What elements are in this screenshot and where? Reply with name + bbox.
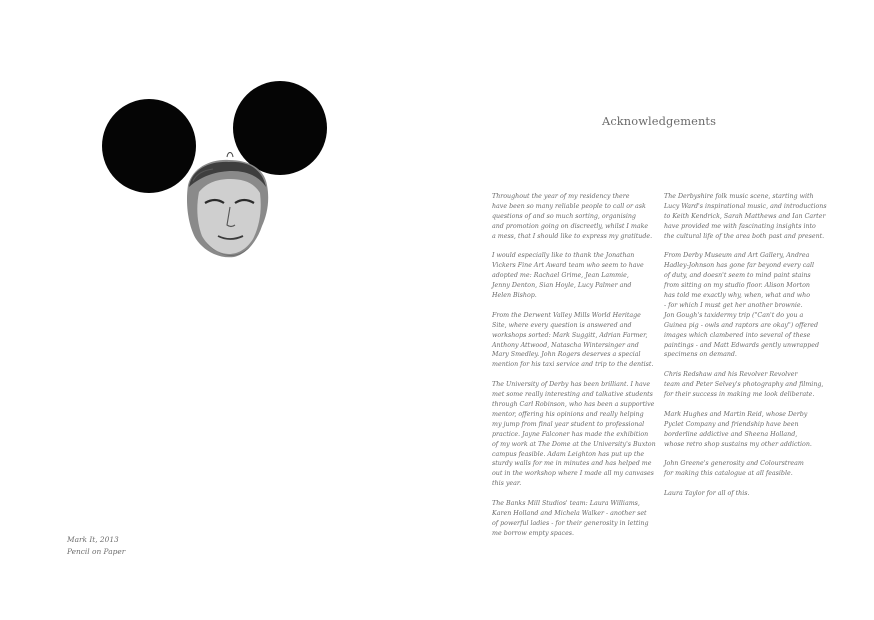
text-line: The Banks Mill Studios' team: Laura Williams, (492, 500, 640, 508)
text-line: I would especially like to thank the Jonathan (492, 252, 635, 260)
text-line: sturdy walls for me in minutes and has helped me (492, 460, 652, 468)
text-line: specimens on demand. (664, 351, 737, 359)
paragraph (664, 370, 826, 400)
text-line: Jenny Denton, Sian Hoyle, Lucy Palmer and (492, 282, 632, 290)
text-line: mention for his taxi service and trip to the dentist. (492, 361, 654, 369)
text-line: have been so many reliable people to call or ask (492, 202, 646, 210)
text-column-left (492, 192, 654, 549)
artwork-image (98, 72, 338, 267)
text-line: Site, where every question is answered and (492, 321, 632, 329)
text-line: The University of Derby has been brilliant. I have (492, 381, 651, 389)
text-line: Mary Smedley. John Rogers deserves a special (492, 351, 641, 359)
text-line: for making this catalogue at all feasible. (664, 470, 793, 478)
text-line: John Greene's generosity and Colourstream (664, 460, 804, 468)
paragraph (492, 192, 654, 242)
text-line: Anthony Attwood, Natascha Wintersinger and (492, 341, 639, 349)
text-line: my jump from final year student to professional (492, 420, 645, 428)
paragraph (492, 251, 654, 301)
caption-title: Mark It, 2013 (67, 535, 119, 544)
text-line: have provided me with fascinating insights into (664, 222, 816, 230)
text-line: through Carl Robinson, who has been a supportive (492, 400, 655, 408)
paragraph (664, 192, 826, 242)
text-line: Karen Holland and Michela Walker - another set (492, 509, 647, 517)
paragraph (664, 459, 826, 479)
text-line: met some really interesting and talkative students (492, 391, 653, 399)
text-line: questions of and so much sorting, organising (492, 212, 636, 220)
text-line: - for which I must get her another brownie. (664, 301, 803, 309)
text-line: Mark Hughes and Martin Reid, whose Derby (664, 410, 808, 418)
text-line: this year. (492, 480, 522, 488)
text-line: Throughout the year of my residency there (492, 193, 630, 200)
page-title: Acknowledgements (602, 114, 717, 128)
text-line: Chris Redshaw and his Revolver Revolver (664, 371, 798, 379)
text-line: from sitting on my studio floor. Alison Morton (664, 282, 810, 290)
text-line: a mess, that I should like to express my gratitude. (492, 232, 653, 240)
text-line: mentor, offering his opinions and really helping (492, 410, 644, 418)
text-line: borderline addictive and Sheena Holland, (664, 430, 798, 438)
text-line: to Keith Kendrick, Sarah Matthews and Ian Carter (664, 212, 826, 220)
pencil-portrait (187, 153, 268, 258)
text-line: has told me exactly why, when, what and who (664, 292, 810, 300)
text-line: Guinea pig - owls and raptors are okay") offered (664, 321, 818, 329)
text-line: Laura Taylor for all of this. (664, 490, 750, 498)
text-line: images which clambered into several of these (664, 331, 811, 339)
text-line: and promotion going on discreetly, whilst I make (492, 222, 649, 230)
paragraph (664, 251, 826, 360)
text-line: Helen Bishop. (492, 292, 537, 300)
paragraph (492, 311, 654, 370)
text-line: adopted me: Rachael Grime, Jean Lammie, (492, 272, 629, 280)
text-line: of powerful ladies - for their generosity in letting (492, 519, 649, 527)
text-line: Lucy Ward's inspirational music, and introductions (664, 202, 827, 210)
black-circle-right (233, 81, 327, 175)
text-line: for their success in making me look deliberate. (664, 391, 815, 399)
text-line: team and Peter Selvey's photography and filming, (664, 381, 824, 389)
paragraph (664, 489, 826, 499)
text-line: Jon Gough's taxidermy trip ("Can't do you a (664, 311, 804, 319)
text-line: From the Derwent Valley Mills World Heritage (492, 311, 641, 319)
text-line: paintings - and Matt Edwards gently unwrapped (664, 341, 819, 349)
black-circle-left (102, 99, 196, 193)
text-line: campus feasible. Adam Leighton has put up the (492, 450, 645, 458)
artwork-caption (67, 534, 125, 558)
text-line: of my work at The Dome at the University's Buxton (492, 440, 656, 448)
paragraph (492, 499, 654, 539)
text-line: The Derbyshire folk music scene, starting with (664, 193, 814, 200)
text-line: me borrow empty spaces. (492, 529, 575, 537)
text-line: Vickers Fine Art Award team who seem to have (492, 262, 644, 270)
paragraph (492, 380, 654, 489)
paragraph (664, 410, 826, 450)
text-column-right (664, 192, 826, 509)
text-line: whose retro shop sustains my other addiction. (664, 440, 812, 448)
text-line: workshops sorted: Mark Suggitt, Adrian Farmer, (492, 331, 648, 339)
text-line: Pyclet Company and friendship have been (664, 420, 799, 428)
text-line: the cultural life of the area both past and present. (664, 232, 825, 240)
text-line: out in the workshop where I made all my canvases (492, 470, 654, 478)
right-page (437, 0, 874, 620)
caption-medium: Pencil on Paper (67, 547, 126, 556)
text-line: practice. Jayne Falconer has made the exhibition (492, 430, 649, 438)
text-line: Hadley-Johnson has gone far beyond every call (664, 262, 815, 270)
text-line: of duty, and doesn't seem to mind paint stains (664, 272, 811, 280)
text-line: From Derby Museum and Art Gallery, Andrea (664, 252, 810, 260)
